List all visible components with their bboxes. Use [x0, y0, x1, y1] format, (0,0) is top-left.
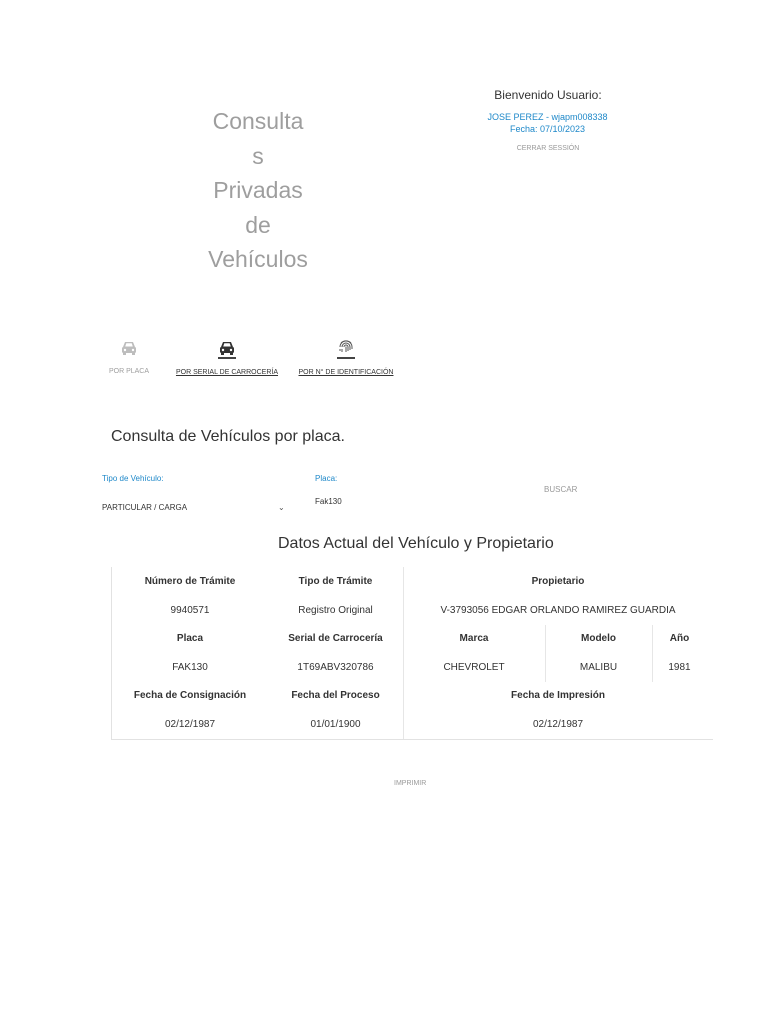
fingerprint-icon [337, 338, 355, 356]
table-cell: 1981 [668, 662, 691, 673]
vehicle-type-select[interactable]: PARTICULAR / CARGA [102, 503, 188, 512]
table-header: Placa [176, 633, 204, 644]
table-header: Año [669, 633, 690, 644]
table-header: Modelo [581, 633, 616, 644]
table-header: Fecha del Proceso [291, 690, 380, 701]
table-header: Fecha de Impresión [511, 690, 605, 701]
table-header: Propietario [531, 576, 585, 587]
tab-underline [218, 357, 236, 359]
table-cell: 01/01/1900 [310, 719, 361, 730]
table-header: Número de Trámite [144, 576, 236, 587]
tab-underline [337, 357, 355, 359]
search-button[interactable]: BUSCAR [544, 485, 578, 494]
tab-label: POR N° DE IDENTIFICACIÓN [298, 369, 394, 376]
table-cell: 9940571 [170, 605, 210, 616]
tab-por-identificacion[interactable] [296, 338, 396, 376]
welcome-text: Bienvenido Usuario: [494, 88, 602, 102]
user-name: JOSE PEREZ - wjapm008338 [487, 112, 608, 122]
table-cell: Registro Original [298, 605, 373, 616]
car-icon [218, 340, 236, 356]
table-cell: MALIBU [579, 662, 618, 673]
table-header: Fecha de Consignación [133, 690, 247, 701]
page-title-line: Consulta [212, 108, 304, 134]
logout-link[interactable]: CERRAR SESSIÓN [516, 145, 580, 152]
tab-label: POR SERIAL DE CARROCERÍA [175, 369, 279, 376]
page-title [196, 104, 320, 277]
page-title-line: Vehículos [208, 246, 308, 272]
chevron-down-icon[interactable]: ⌄ [278, 503, 285, 512]
table-header: Marca [459, 633, 489, 644]
table-header: Tipo de Trámite [298, 576, 373, 587]
results-table [111, 567, 713, 740]
results-title: Datos Actual del Vehículo y Propietario [278, 535, 554, 552]
table-cell: V-3793056 EDGAR ORLANDO RAMIREZ GUARDIA [440, 605, 676, 616]
print-button[interactable]: IMPRIMIR [394, 780, 427, 787]
table-cell: 02/12/1987 [164, 719, 216, 730]
table-cell: 1T69ABV320786 [297, 662, 374, 673]
page-title-line: s [252, 142, 264, 169]
section-title: Consulta de Vehículos por placa. [111, 428, 345, 445]
plate-input[interactable]: Fak130 [315, 497, 342, 506]
car-icon [120, 340, 138, 356]
column-divider [403, 567, 404, 739]
session-date: Fecha: 07/10/2023 [509, 124, 586, 134]
tab-por-placa[interactable] [104, 340, 154, 375]
table-header: Serial de Carrocería [288, 633, 383, 644]
tab-por-serial[interactable] [175, 340, 279, 376]
vehicle-type-label: Tipo de Vehículo: [102, 474, 164, 483]
plate-label: Placa: [315, 474, 338, 483]
page-title-line: Privadas [213, 177, 303, 203]
table-cell: CHEVROLET [443, 662, 505, 673]
table-cell: 02/12/1987 [532, 719, 584, 730]
user-info [460, 111, 635, 135]
page-title-line: de [245, 211, 271, 238]
tab-label: POR PLACA [108, 368, 150, 375]
table-cell: FAK130 [172, 662, 208, 673]
